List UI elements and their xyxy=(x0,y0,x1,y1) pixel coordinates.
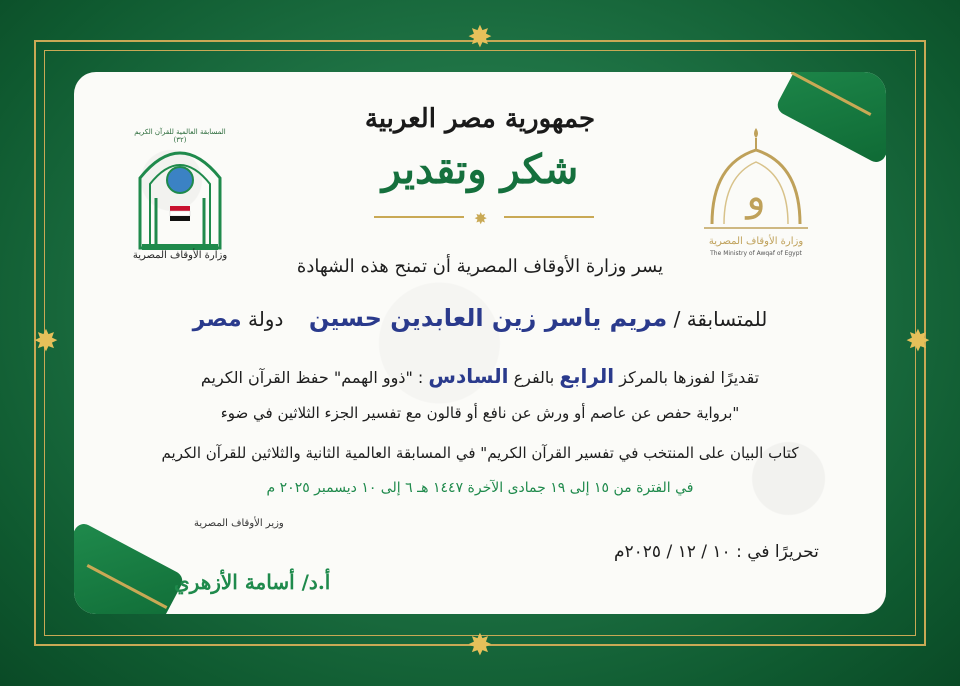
minister-title: وزير الأوقاف المصرية xyxy=(194,518,284,529)
certificate-title: شكر وتقدير xyxy=(381,146,579,193)
ministry-name-en: The Ministry of Awqaf of Egypt xyxy=(710,250,802,257)
rank-value: الرابع xyxy=(559,364,615,388)
certificate-paper xyxy=(74,72,886,614)
riwaya-text: "برواية حفص عن عاصم أو ورش عن نافع أو قالون مع تفسير الجزء الثلاثين في ضوء xyxy=(220,404,740,422)
star-icon: ✸ xyxy=(467,628,493,663)
svg-text:و: و xyxy=(746,174,766,220)
logo-caption: وزارة الأوقاف المصرية xyxy=(132,250,228,261)
branch-value: السادس xyxy=(428,364,509,388)
intro-text: يسر وزارة الأوقاف المصرية أن تمنح هذه الشهادة xyxy=(296,256,664,277)
recipient-line xyxy=(74,304,886,332)
star-icon: ✸ xyxy=(474,209,488,228)
book-text: كتاب البيان على المنتخب في تفسير القرآن الكريم" في المسابقة العالمية الثانية والثلاثين للقرآن الكريم xyxy=(161,444,799,462)
achievement-prefix: تقديرًا لفوزها بالمركز xyxy=(619,368,760,387)
country-label: دولة xyxy=(247,307,284,331)
branch-suffix: : "ذوو الهمم" حفظ القرآن الكريم xyxy=(200,368,424,387)
star-icon: ✸ xyxy=(33,324,59,359)
star-icon: ✸ xyxy=(467,20,493,55)
recipient-label: للمتسابقة / xyxy=(673,307,768,331)
logo-ring-text: المسابقة العالمية للقرآن الكريم (٣٢) xyxy=(134,128,226,144)
ministry-name-ar: وزارة الأوقاف المصرية xyxy=(708,236,804,247)
recipient-name: مريم ياسر زين العابدين حسين xyxy=(308,304,668,332)
period-text: في الفترة من ١٥ إلى ١٩ جمادى الآخرة ١٤٤٧ هـ ٦ إلى ١٠ ديسمبر ٢٠٢٥ م xyxy=(266,480,694,496)
minister-signature: أ.د/ أسامة الأزهري xyxy=(174,570,331,594)
achievement-line xyxy=(74,364,886,388)
branch-prefix: بالفرع xyxy=(513,368,555,387)
title-ornament xyxy=(374,208,594,226)
star-icon: ✸ xyxy=(905,324,931,359)
recipient-country: مصر xyxy=(192,307,242,332)
republic-heading: جمهورية مصر العربية xyxy=(364,104,596,134)
issue-date: تحريرًا في : ١٠ / ١٢ / ٢٠٢٥م xyxy=(614,542,819,562)
